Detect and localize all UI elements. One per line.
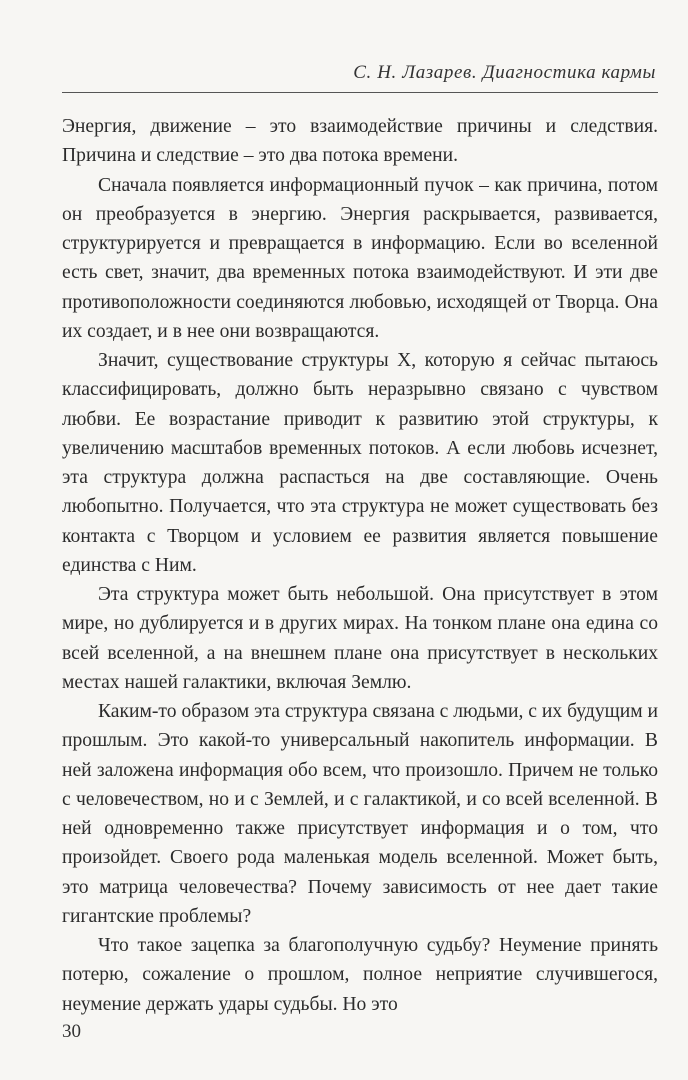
paragraph: Сначала появляется информационный пучок – как причина, потом он преобразуется в энергию. Энергия раскрывается, развивается, структурируется и превращается в информацию. Если во вселенной есть свет, значит, два временных потока взаимодействуют. И эти две противоположности соединяются любовью, исходящей от Творца. Она их создает, и в нее они возвращаются.	[62, 174, 658, 342]
paragraph: Энергия, движение – это взаимодействие причины и следствия. Причина и следствие – это два потока времени.	[62, 116, 658, 167]
running-header: С. Н. Лазарев. Диагностика кармы	[353, 62, 656, 83]
paragraph: Значит, существование структуры X, которую я сейчас пытаюсь классифицировать, должно быть неразрывно связано с чувством любви. Ее возрастание приводит к развитию этой структуры, к увеличению масштабов временных потоков. А если любовь исчезнет, эта структура должна распасться на две составляющие. Очень любопытно. Получается, что эта структура не может существовать без контакта с Творцом и условием ее развития является повышение единства с Ним.	[62, 350, 658, 576]
paragraph: Каким-то образом эта структура связана с людьми, с их будущим и прошлым. Это какой-то универсальный накопитель информации. В ней заложена информация обо всем, что произошло. Причем не только с человечеством, но и с Землей, и с галактикой, и со всей вселенной. В ней одновременно также присутствует информация и о том, что произойдет. Своего рода маленькая модель вселенной. Может быть, это матрица человечества? Почему зависимость от нее дает такие гигантские проблемы?	[62, 701, 658, 927]
page-number: 30	[62, 1021, 81, 1042]
paragraph: Эта структура может быть небольшой. Она присутствует в этом мире, но дублируется и в других мирах. На тонком плане она едина со всей вселенной, а на внешнем плане она присутствует в нескольких местах нашей галактики, включая Землю.	[62, 584, 658, 693]
paragraph: Что такое зацепка за благополучную судьбу? Неумение принять потерю, сожаление о прошлом, полное неприятие случившегося, неумение держать удары судьбы. Но это	[62, 935, 658, 1015]
header-rule	[62, 92, 658, 93]
body-text	[62, 112, 658, 1019]
